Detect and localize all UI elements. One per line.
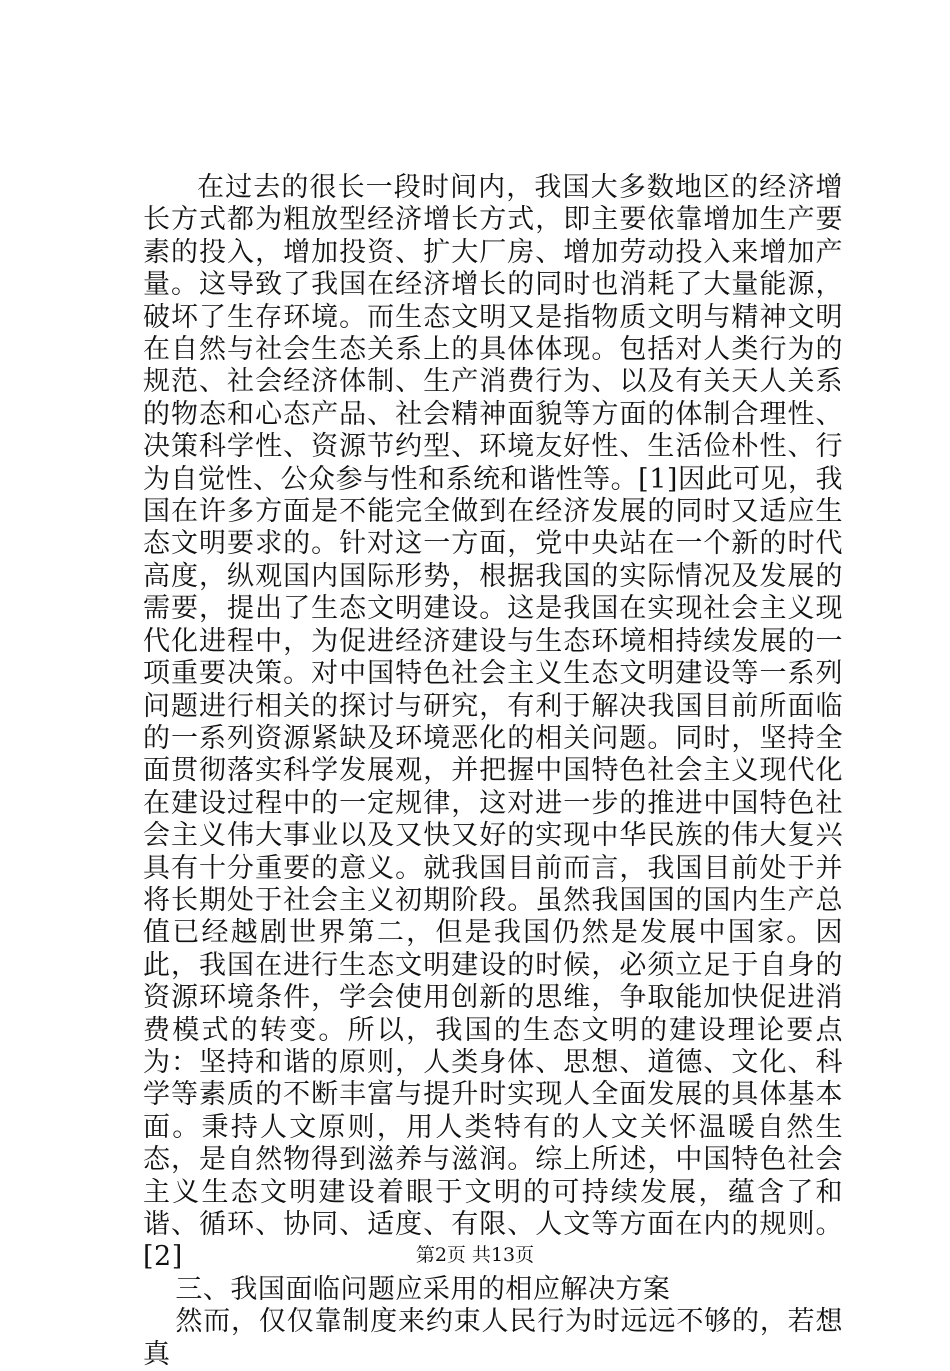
body-paragraph-continued: 然而，仅仅靠制度来约束人民行为时远远不够的，若想真 — [143, 1306, 843, 1370]
document-body — [143, 172, 843, 1371]
page-footer: 第2页 共13页 — [415, 1244, 535, 1266]
section-heading: 三、我国面临问题应采用的相应解决方案 — [175, 1273, 671, 1305]
body-paragraph: 在过去的很长一段时间内，我国大多数地区的经济增长方式都为粗放型经济增长方式，即主要依靠增加生产要素的投入，增加投资、扩大厂房、增加劳动投入来增加产量。这导致了我国在经济增长的同时也消耗了大量能源，破坏了生存环境。而生态文明又是指物质文明与精神文明在自然与社会生态关系上的具体体现。包括对人类行为的规范、社会经济体制、生产消费行为、以及有关天人关系的物态和心态产品、社会精神面貌等方面的体制合理性、决策科学性、资源节约型、环境友好性、生活俭朴性、行为自觉性、公众参与性和系统和谐性等。[1]因此可见，我国在许多方面是不能完全做到在经济发展的同时又适应生态文明要求的。针对这一方面，党中央站在一个新的时代高度，纵观国内国际形势，根据我国的实际情况及发展的需要，提出了生态文明建设。这是我国在实现社会主义现代化进程中，为促进经济建设与生态环境相持续发展的一项重要决策。对中国特色社会主义生态文明建设等一系列问题进行相关的探讨与研究，有利于解决我国目前所面临的一系列资源紧缺及环境恶化的相关问题。同时，坚持全面贯彻落实科学发展观，并把握中国特色社会主义现代化在建设过程中的一定规律，这对进一步的推进中国特色社会主义伟大事业以及又快又好的实现中华民族的伟大复兴具有十分重要的意义。就我国目前而言，我国目前处于并将长期处于社会主义初期阶段。虽然我国国的国内生产总值已经越剧世界第二，但是我国仍然是发展中国家。因此，我国在进行生态文明建设的时候，必须立足于自身的资源环境条件，学会使用创新的思维，争取能加快促进消费模式的转变。所以，我国的生态文明的建设理论要点为：坚持和谐的原则，人类身体、思想、道德、文化、科学等素质的不断丰富与提升时实现人全面发展的具体基本面。秉持人文原则，用人类特有的人文关怀温暖自然生态，是自然物得到滋养与滋润。综上所述，中国特色社会主义生态文明建设着眼于文明的可持续发展，蕴含了和谐、循环、协同、适度、有限、人文等方面在内的规则。[2] — [143, 172, 843, 1273]
